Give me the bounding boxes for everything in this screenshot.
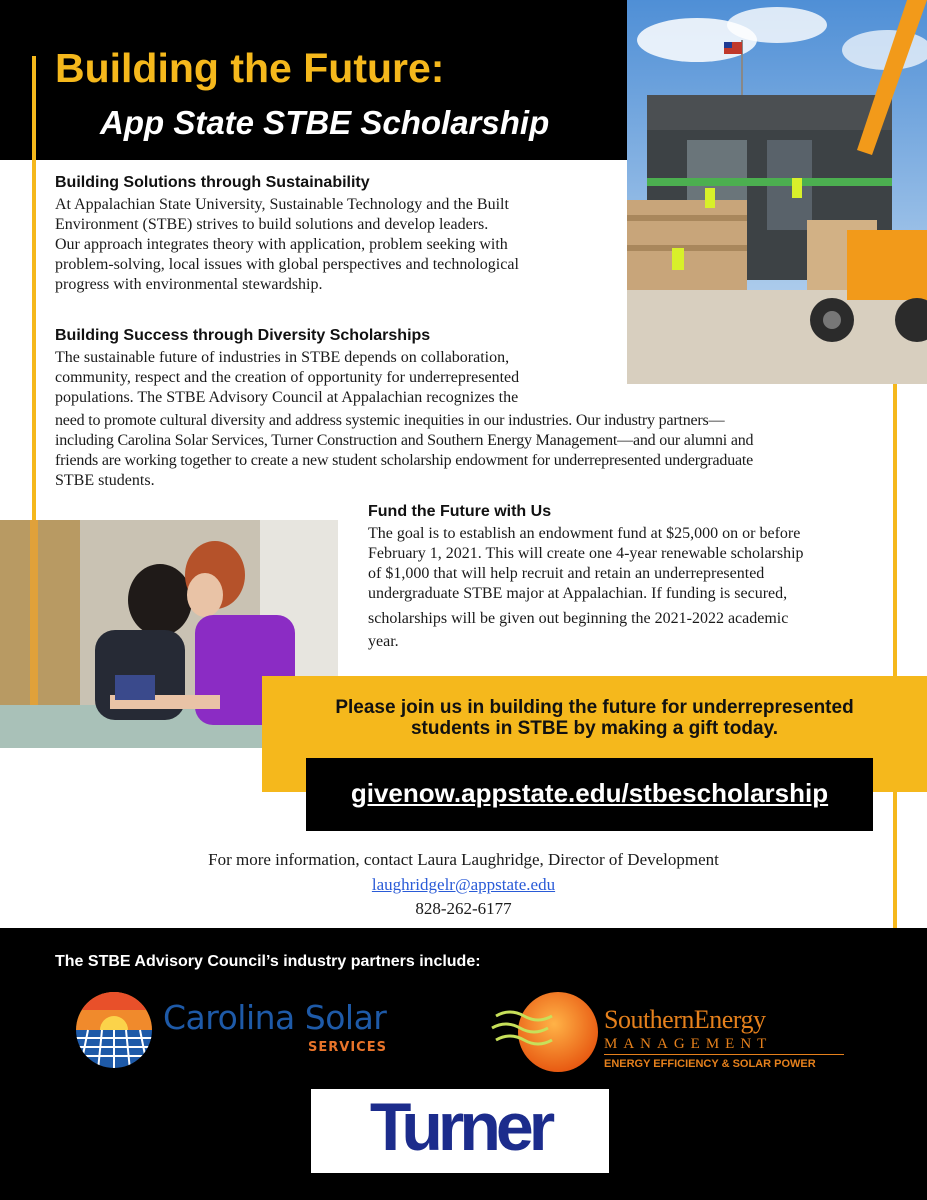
contact-email-link[interactable]: laughridgelr@appstate.edu <box>371 875 556 894</box>
body-line: Environment (STBE) strives to build solutions and develop leaders. <box>55 216 489 233</box>
cta-line-2: students in STBE by making a gift today. <box>410 718 779 739</box>
partners-heading: The STBE Advisory Council’s industry partners include: <box>55 953 481 970</box>
body-line: At Appalachian State University, Sustainable Technology and the Built <box>55 196 509 213</box>
southern-energy-sun-icon <box>490 990 602 1076</box>
southern-energy-tagline: ENERGY EFFICIENCY & SOLAR POWER <box>604 1058 816 1070</box>
southern-energy-management: MANAGEMENT <box>604 1036 773 1052</box>
body-line: including Carolina Solar Services, Turner Construction and Southern Energy Management—and our alumni and <box>55 432 754 449</box>
section-heading-sustainability: Building Solutions through Sustainability <box>55 174 370 191</box>
cta-line-1: Please join us in building the future for underrepresented <box>335 697 854 718</box>
section-heading-diversity: Building Success through Diversity Scholarships <box>55 327 431 344</box>
body-line: friends are working together to create a new student scholarship endowment for underrepresented undergraduate <box>55 452 754 469</box>
page-title: Building the Future: <box>55 45 445 91</box>
southern-energy-name: SouthernEnergy <box>604 1005 766 1034</box>
contact-email-line <box>0 876 927 893</box>
body-line: of $1,000 that will help recruit and retain an underrepresented <box>368 565 765 582</box>
body-line: progress with environmental stewardship. <box>55 276 323 293</box>
southern-energy-divider <box>604 1054 844 1055</box>
construction-photo <box>627 0 927 384</box>
body-line: The goal is to establish an endowment fund at $25,000 on or before <box>368 525 801 542</box>
carolina-solar-name: Carolina Solar <box>163 998 387 1037</box>
body-line: need to promote cultural diversity and address systemic inequities in our industries. Our industry partners— <box>55 412 725 429</box>
contact-phone: 828-262-6177 <box>415 899 512 918</box>
body-line: year. <box>368 633 399 650</box>
body-line: February 1, 2021. This will create one 4-year renewable scholarship <box>368 545 804 562</box>
body-line: populations. The STBE Advisory Council at Appalachian recognizes the <box>55 389 519 406</box>
body-line: undergraduate STBE major at Appalachian. If funding is secured, <box>368 585 788 602</box>
donation-url-link[interactable]: givenow.appstate.edu/stbescholarship <box>350 778 829 808</box>
body-line: community, respect and the creation of opportunity for underrepresented <box>55 369 520 386</box>
gold-accent-line-left <box>32 56 36 520</box>
page-subtitle: App State STBE Scholarship <box>100 104 550 141</box>
body-line: STBE students. <box>55 472 155 489</box>
body-line: problem-solving, local issues with global perspectives and technological <box>55 256 519 273</box>
carolina-solar-services: SERVICES <box>308 1040 387 1055</box>
body-line: Our approach integrates theory with application, problem seeking with <box>55 236 508 253</box>
carolina-solar-sun-icon <box>74 990 154 1070</box>
section-heading-fund: Fund the Future with Us <box>368 503 552 520</box>
turner-logo-text: Turner <box>369 1089 551 1165</box>
cta-message <box>262 697 927 739</box>
body-line: The sustainable future of industries in STBE depends on collaboration, <box>55 349 510 366</box>
contact-info: For more information, contact Laura Laughridge, Director of Development <box>208 850 719 869</box>
body-line: scholarships will be given out beginning the 2021-2022 academic <box>368 610 789 627</box>
